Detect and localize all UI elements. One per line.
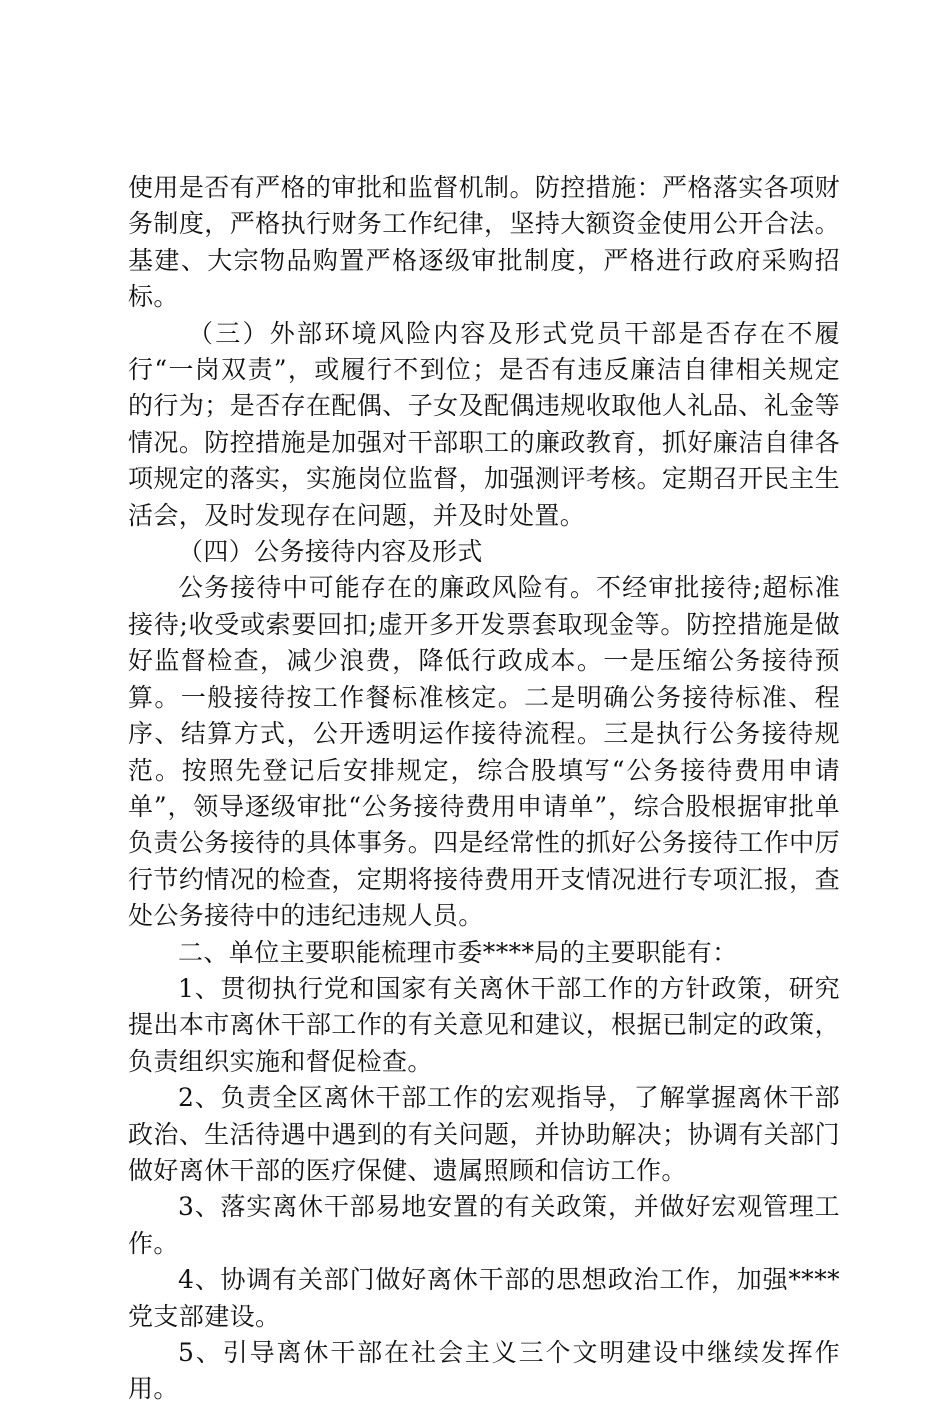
function-item-3: 3、落实离休干部易地安置的有关政策，并做好宏观管理工作。 <box>128 1192 840 1258</box>
section-heading-reception: （四）公务接待内容及形式 <box>178 537 483 567</box>
function-item-5: 5、引导离休干部在社会主义三个文明建设中继续发挥作用。 <box>128 1338 840 1404</box>
document-body <box>128 170 840 1408</box>
paragraph-reception-risk: 公务接待中可能存在的廉政风险有。不经审批接待;超标准接待;收受或索要回扣;虚开多开发票套取现金等。防控措施是做好监督检查，减少浪费，降低行政成本。一是压缩公务接待预算。一般接待按工作餐标准核定。二是明确公务接待标准、程序、结算方式，公开透明运作接待流程。三是执行公务接待规范。按照先登记后安排规定，综合股填写“公务接待费用申请单”，领导逐级审批“公务接待费用申请单”，综合股根据审批单负责公务接待的具体事务。四是经常性的抓好公务接待工作中厉行节约情况的检查，定期将接待费用开支情况进行专项汇报，查处公务接待中的违纪违规人员。 <box>128 573 840 931</box>
function-item-4: 4、协调有关部门做好离休干部的思想政治工作，加强****党支部建设。 <box>128 1265 840 1331</box>
function-item-1: 1、贯彻执行党和国家有关离休干部工作的方针政策，研究提出本市离休干部工作的有关意见和建议，根据已制定的政策，负责组织实施和督促检查。 <box>128 973 840 1076</box>
paragraph-finance-control: 使用是否有严格的审批和监督机制。防控措施：严格落实各项财务制度，严格执行财务工作纪律，坚持大额资金使用公开合法。基建、大宗物品购置严格逐级审批制度，严格进行政府采购招标。 <box>128 173 840 312</box>
section-heading-functions: 二、单位主要职能梳理市委****局的主要职能有： <box>178 937 738 967</box>
function-item-2: 2、负责全区离休干部工作的宏观指导，了解掌握离休干部政治、生活待遇中遇到的有关问题，并协助解决；协调有关部门做好离休干部的医疗保健、遗属照顾和信访工作。 <box>128 1083 840 1185</box>
paragraph-external-risk: （三）外部环境风险内容及形式党员干部是否存在不履行“一岗双责”，或履行不到位；是否有违反廉洁自律相关规定的行为；是否存在配偶、子女及配偶违规收取他人礼品、礼金等情况。防控措施是加强对干部职工的廉政教育，抓好廉洁自律各项规定的落实，实施岗位监督，加强测评考核。定期召开民主生活会，及时发现存在问题，并及时处置。 <box>128 318 840 530</box>
